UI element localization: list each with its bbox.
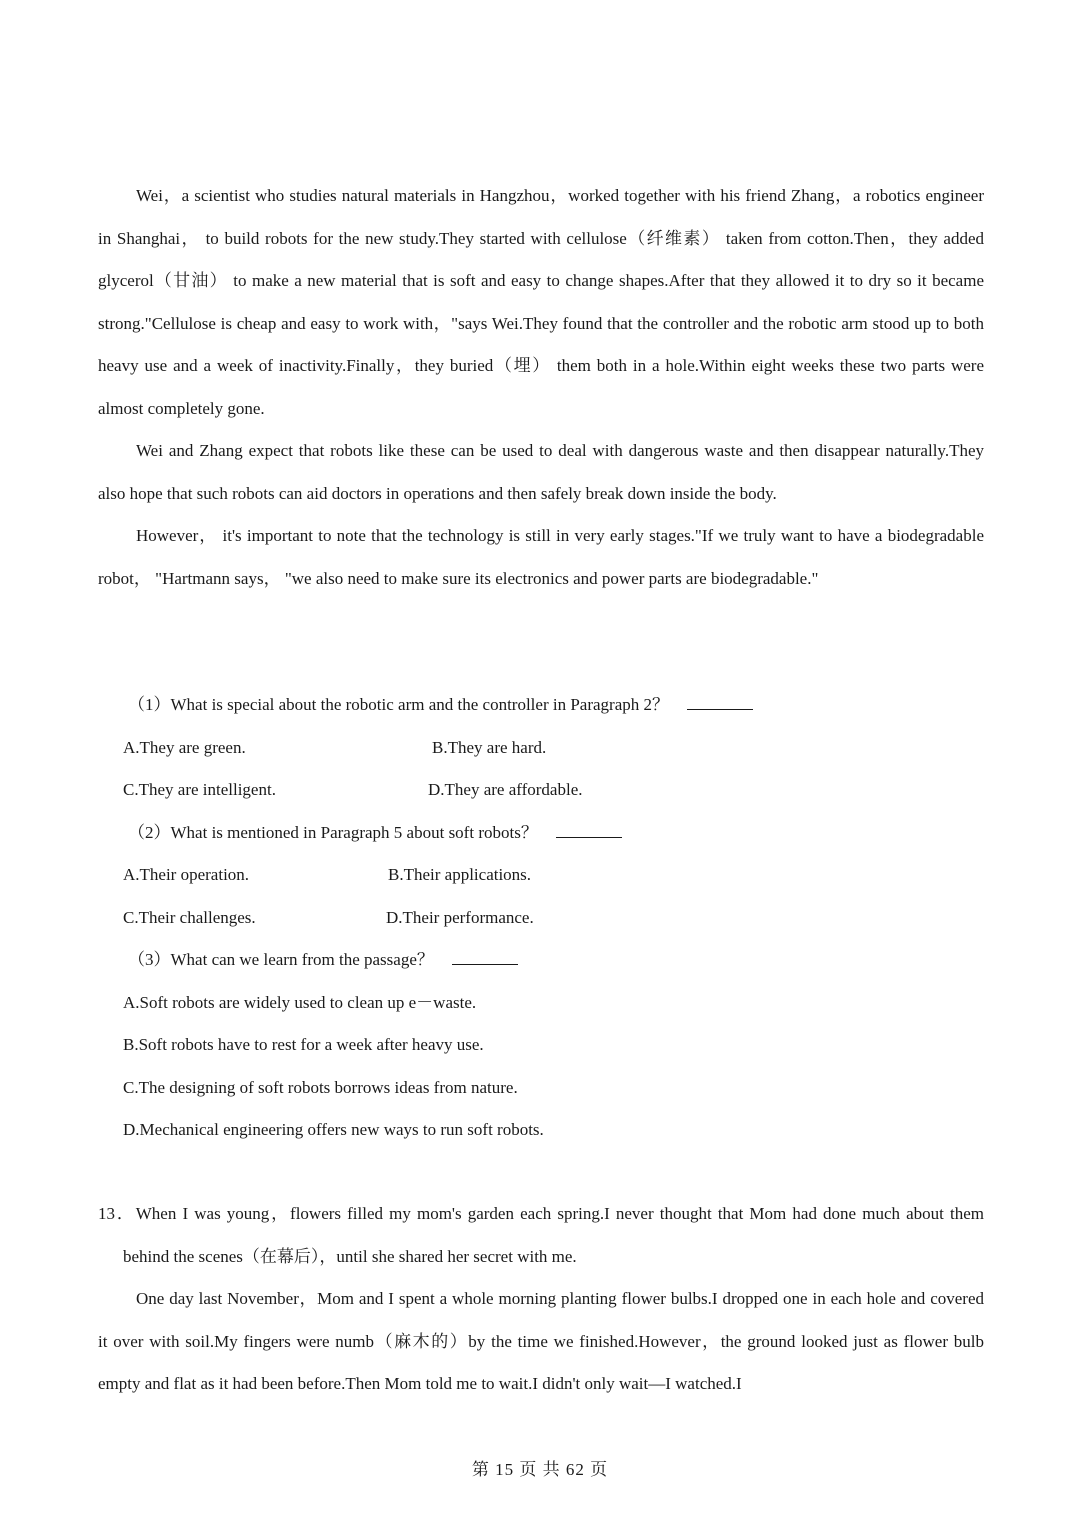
question-2-options-row-1 bbox=[98, 854, 984, 897]
question-1-option-a[interactable]: A.They are green. bbox=[123, 737, 246, 757]
question-2-option-c[interactable]: C.Their challenges. bbox=[123, 907, 256, 927]
question-13-number: 13． bbox=[98, 1204, 136, 1223]
question-2-option-a[interactable]: A.Their operation. bbox=[123, 865, 250, 884]
question-3-option-b[interactable]: B.Soft robots have to rest for a week after heavy use. bbox=[123, 1035, 484, 1054]
reading-passage bbox=[98, 175, 984, 600]
question-1-stem: （1）What is special about the robotic arm and the controller in Paragraph 2？ bbox=[128, 695, 670, 714]
question-list bbox=[98, 684, 984, 1152]
question-13-first-text: When I was young，flowers filled my mom's garden each spring.I never thought that Mom had done much about them behind the scenes（在幕后），until she shared her secret with me. bbox=[123, 1204, 984, 1266]
question-3-stem: （3）What can we learn from the passage？ bbox=[128, 950, 434, 969]
answer-blank-1[interactable] bbox=[687, 689, 753, 710]
question-1-option-b[interactable]: B.They are hard. bbox=[432, 737, 547, 757]
answer-blank-3[interactable] bbox=[452, 944, 518, 965]
question-2-options-row-2 bbox=[98, 897, 984, 940]
question-1-options-row-1 bbox=[98, 727, 984, 770]
question-13-first-paragraph bbox=[98, 1193, 984, 1278]
question-2-stem: （2）What is mentioned in Paragraph 5 about soft robots？ bbox=[128, 822, 538, 842]
passage-paragraph-3: However， it's important to note that the technology is still in very early stages."If we truly want to have a biodegradable robot， "Hartmann says， "we also need to make sure its electronics and power parts are biodegradable." bbox=[98, 526, 984, 588]
question-3-option-a[interactable]: A.Soft robots are widely used to clean up e－waste. bbox=[123, 992, 477, 1012]
question-2-option-b[interactable]: B.Their applications. bbox=[388, 865, 532, 884]
question-1-option-d[interactable]: D.They are affordable. bbox=[428, 780, 583, 799]
answer-blank-2[interactable] bbox=[556, 817, 622, 838]
question-13-second-paragraph: One day last November，Mom and I spent a whole morning planting flower bulbs.I dropped one in each hole and covered it over with soil.My fingers were numb（麻木的）by the time we finished.However，the ground looked just as flower bulb empty and flat as it had been before.Then Mom told me to wait.I didn't only wait—I watched.I bbox=[98, 1289, 984, 1393]
question-3-option-d[interactable]: D.Mechanical engineering offers new ways to run soft robots. bbox=[123, 1120, 544, 1139]
page-number-footer: 第 15 页 共 62 页 bbox=[471, 1460, 609, 1479]
question-13-passage bbox=[98, 1193, 984, 1406]
question-2-option-d[interactable]: D.Their performance. bbox=[386, 907, 534, 927]
question-1-options-row-2 bbox=[98, 769, 984, 812]
question-2 bbox=[98, 812, 984, 855]
question-3 bbox=[98, 939, 984, 982]
question-1 bbox=[98, 684, 984, 727]
passage-paragraph-1: Wei，a scientist who studies natural materials in Hangzhou，worked together with his friend Zhang，a robotics engineer in Shanghai， to build robots for the new study.They started with cellulose（纤维素） taken from cotton.Then，they added glycerol（甘油） to make a new material that is soft and easy to change shapes.After that they allowed it to dry so it became strong."Cellulose is cheap and easy to work with，"says Wei.They found that the controller and the robotic arm stood up to both heavy use and a week of inactivity.Finally，they buried（埋） them both in a hole.Within eight weeks these two parts were almost completely gone. bbox=[98, 186, 984, 418]
question-1-option-c[interactable]: C.They are intelligent. bbox=[123, 780, 276, 799]
passage-paragraph-2: Wei and Zhang expect that robots like these can be used to deal with dangerous waste and then disappear naturally.They also hope that such robots can aid doctors in operations and then safely break down inside the body. bbox=[98, 441, 984, 503]
question-3-option-c[interactable]: C.The designing of soft robots borrows ideas from nature. bbox=[123, 1077, 518, 1097]
